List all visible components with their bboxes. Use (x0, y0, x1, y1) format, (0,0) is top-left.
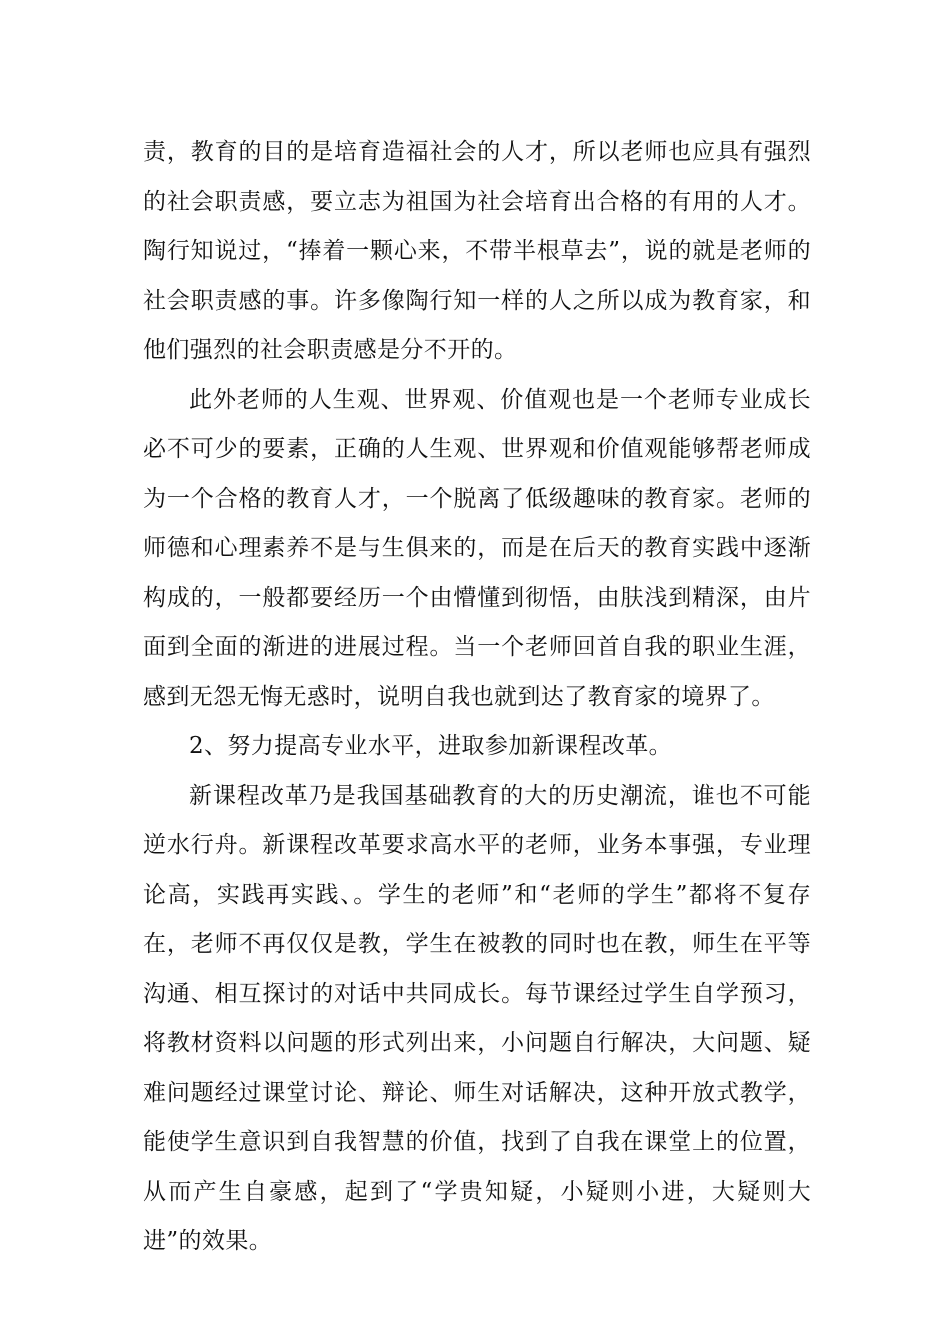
section-heading: 2、努力提高专业水平，进取参加新课程改革。 (189, 733, 673, 759)
paragraph-1: 责，教育的目的是培育造福社会的人才，所以老师也应具有强烈的社会职责感，要立志为祖国为社会培育出合格的有用的人才。陶行知说过，“捧着一颗心来，不带半根草去”，说的就是老师的社会职责感的事。许多像陶行知一样的人之所以成为教育家，和他们强烈的社会职责感是分不开的。 (143, 139, 811, 363)
paragraph-2: 此外老师的人生观、世界观、价值观也是一个老师专业成长必不可少的要素，正确的人生观、世界观和价值观能够帮老师成为一个合格的教育人才，一个脱离了低级趣味的教育家。老师的师德和心理素养不是与生俱来的，而是在后天的教育实践中逐渐构成的，一般都要经历一个由懵懂到彻悟，由肤浅到精深，由片面到全面的渐进的进展过程。当一个老师回首自我的职业生涯，感到无怨无悔无惑时，说明自我也就到达了教育家的境界了。 (143, 386, 811, 710)
document-body (143, 128, 811, 1267)
paragraph-3: 新课程改革乃是我国基础教育的大的历史潮流，谁也不可能逆水行舟。新课程改革要求高水平的老师，业务本事强，专业理论高，实践再实践、。学生的老师”和“老师的学生”都将不复存在，老师不再仅仅是教，学生在被教的同时也在教，师生在平等沟通、相互探讨的对话中共同成长。每节课经过学生自学预习，将教材资料以问题的形式列出来，小问题自行解决，大问题、疑难问题经过课堂讨论、辩论、师生对话解决，这种开放式教学，能使学生意识到自我智慧的价值，找到了自我在课堂上的位置，从而产生自豪感，起到了“学贵知疑，小疑则小进，大疑则大进”的效果。 (143, 782, 811, 1254)
